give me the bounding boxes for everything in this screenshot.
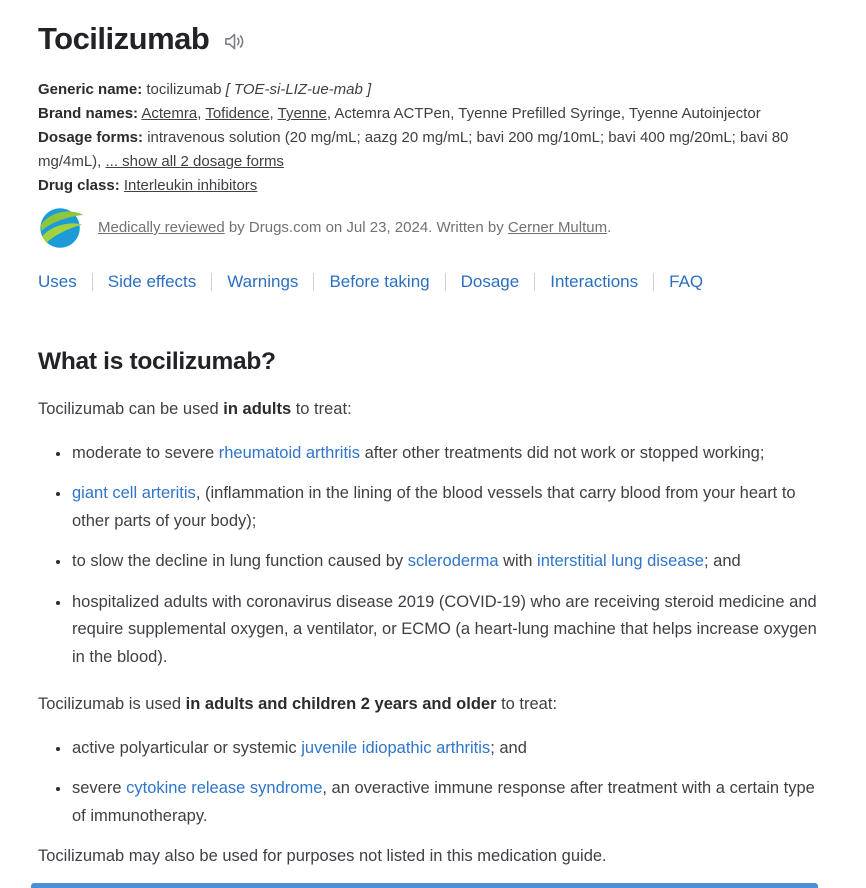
- intro-paragraph-children: [38, 691, 833, 719]
- list-item: [71, 775, 833, 830]
- nav-link-uses[interactable]: Uses: [38, 272, 77, 291]
- nav-link-before-taking[interactable]: Before taking: [329, 272, 430, 291]
- nav-link-faq[interactable]: FAQ: [669, 272, 704, 291]
- paragraph-text: Tocilizumab is used: [38, 695, 186, 713]
- emphasis-in-adults: in adults: [223, 400, 292, 418]
- nav-divider: [313, 273, 314, 291]
- emphasis-adults-and-children: in adults and children 2 years and older: [185, 695, 497, 713]
- drug-meta-block: [38, 78, 833, 198]
- list-item: [71, 735, 833, 763]
- page-title: Tocilizumab: [38, 21, 210, 56]
- comma-separator: ,: [197, 105, 206, 122]
- list-item: [71, 440, 833, 468]
- medically-reviewed-link[interactable]: Medically reviewed: [98, 219, 225, 236]
- dosage-forms-label: Dosage forms:: [38, 129, 144, 146]
- nav-divider: [92, 273, 93, 291]
- paragraph-text: to treat:: [496, 695, 558, 713]
- drugscom-logo-icon: [38, 206, 85, 250]
- drug-class-link[interactable]: Interleukin inhibitors: [123, 177, 258, 194]
- section-heading: What is tocilizumab?: [38, 348, 276, 375]
- scleroderma-link[interactable]: scleroderma: [407, 552, 499, 570]
- list-item-text: ; and: [703, 552, 741, 570]
- cerner-multum-link[interactable]: Cerner Multum: [507, 219, 608, 236]
- nav-divider: [211, 273, 212, 291]
- section-nav: [38, 272, 833, 292]
- paragraph-text: Tocilizumab can be used: [38, 400, 224, 418]
- list-item-text: hospitalized adults with coronavirus disease 2019 (COVID-19) who are receiving steroid medicine and require supplemental oxygen, a ventilator, or ECMO (a heart-lung machine that helps increase oxygen in the blood).: [72, 592, 817, 666]
- adult-indications-list: [38, 440, 833, 672]
- list-item: [71, 480, 833, 535]
- list-item-text: severe: [72, 779, 127, 797]
- nav-divider: [445, 273, 446, 291]
- list-item-text: moderate to severe: [72, 443, 219, 462]
- list-item-text: after other treatments did not work or stopped working;: [359, 443, 765, 462]
- other-purposes-paragraph: Tocilizumab may also be used for purposes not listed in this medication guide.: [38, 847, 607, 865]
- list-item-text: , an overactive immune response after treatment with a certain type of immunotherapy.: [72, 779, 815, 825]
- generic-name-label: Generic name:: [38, 81, 143, 98]
- nav-link-dosage[interactable]: Dosage: [460, 272, 520, 291]
- paragraph-text: to treat:: [291, 400, 352, 418]
- drug-class-line: [38, 174, 833, 198]
- dosage-forms-line: [38, 126, 833, 174]
- title-bar: [38, 16, 833, 62]
- list-item-text: to slow the decline in lung function caused by: [72, 552, 408, 570]
- comma-separator: ,: [269, 105, 278, 122]
- nav-link-warnings[interactable]: Warnings: [227, 272, 299, 291]
- brand-link-tofidence[interactable]: Tofidence: [205, 105, 270, 122]
- nav-divider: [653, 273, 654, 291]
- nav-link-interactions[interactable]: Interactions: [550, 272, 639, 291]
- generic-name-line: [38, 78, 833, 102]
- rheumatoid-arthritis-link[interactable]: rheumatoid arthritis: [218, 443, 360, 462]
- list-item-text: ; and: [490, 738, 527, 757]
- list-item-text: with: [498, 552, 538, 570]
- brand-names-label: Brand names:: [38, 105, 139, 122]
- intro-paragraph-adults: [38, 396, 833, 424]
- list-item-text: , (inflammation in the lining of the blood vessels that carry blood from your heart to other parts of your body);: [72, 484, 796, 530]
- show-all-dosage-forms-link[interactable]: ... show all 2 dosage forms: [105, 153, 284, 170]
- medically-reviewed-row: [38, 206, 833, 250]
- bottom-banner-edge: [31, 883, 818, 888]
- dosage-forms-text: intravenous solution (20 mg/mL; aazg 20 mg/mL; bavi 200 mg/10mL; bavi 400 mg/20mL; bavi 80 mg/4mL),: [38, 129, 789, 170]
- juvenile-idiopathic-arthritis-link[interactable]: juvenile idiopathic arthritis: [301, 738, 491, 757]
- generic-name-value: tocilizumab: [142, 81, 226, 98]
- giant-cell-arteritis-link[interactable]: giant cell arteritis: [72, 484, 196, 502]
- brand-names-line: [38, 102, 833, 126]
- brand-link-actemra[interactable]: Actemra: [141, 105, 198, 122]
- interstitial-lung-disease-link[interactable]: interstitial lung disease: [537, 552, 704, 570]
- list-item: [71, 589, 833, 672]
- pronunciation-text: [ TOE-si-LIZ-ue-mab ]: [225, 81, 372, 98]
- reviewed-byline-text: by Drugs.com on Jul 23, 2024. Written by: [224, 219, 508, 236]
- brand-link-tyenne[interactable]: Tyenne: [277, 105, 327, 122]
- pediatric-indications-list: [38, 735, 833, 831]
- brand-names-plain: , Actemra ACTPen, Tyenne Prefilled Syringe, Tyenne Autoinjector: [326, 105, 761, 122]
- drug-class-label: Drug class:: [38, 177, 120, 194]
- reviewed-byline-period: .: [607, 219, 612, 236]
- nav-divider: [534, 273, 535, 291]
- nav-link-side-effects[interactable]: Side effects: [107, 272, 197, 291]
- reviewed-byline: [98, 217, 611, 239]
- pronounce-audio-icon[interactable]: [223, 31, 246, 52]
- cytokine-release-syndrome-link[interactable]: cytokine release syndrome: [126, 779, 323, 797]
- list-item: [71, 548, 833, 576]
- list-item-text: active polyarticular or systemic: [72, 738, 302, 757]
